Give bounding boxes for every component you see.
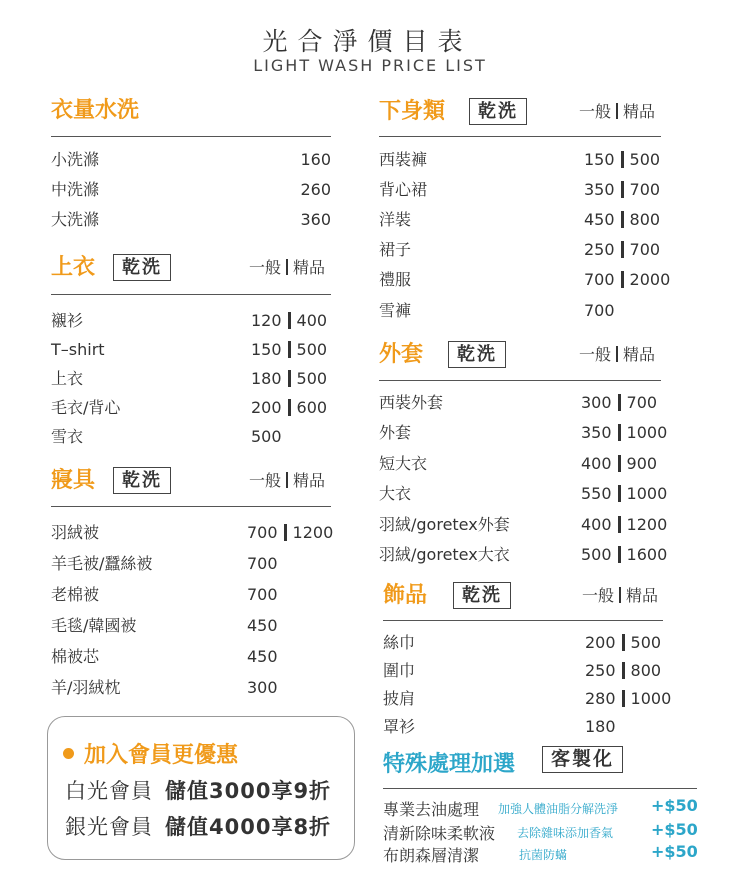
premium-price: 900 (626, 454, 658, 473)
item-name: 毛毯/韓國被 (51, 616, 137, 635)
regular-price: 500 (581, 545, 612, 564)
regular-price: 350 (581, 423, 612, 442)
regular-label: 一般 (582, 586, 615, 605)
column-header (579, 345, 655, 365)
premium-price: 600 (296, 398, 328, 417)
premium-label: 精品 (293, 258, 326, 277)
premium-price: 500 (630, 633, 662, 652)
dry-clean-tag: 乾洗 (113, 254, 171, 281)
divider (618, 424, 621, 441)
item-name: 羽絨/goretex外套 (379, 515, 510, 534)
item-price (581, 545, 667, 565)
item-price (584, 180, 660, 200)
tier-offer: 儲值3000享9折 (165, 779, 332, 803)
divider (379, 380, 661, 381)
divider (621, 241, 624, 258)
tier-offer: 儲值4000享8折 (165, 815, 332, 839)
column-header (249, 258, 325, 278)
item-name: 西裝外套 (379, 393, 444, 412)
premium-price: 500 (296, 369, 328, 388)
regular-label: 一般 (579, 102, 612, 121)
divider (616, 103, 618, 119)
item-price (585, 689, 671, 709)
premium-price: 1000 (626, 423, 668, 442)
item-name: 外套 (379, 423, 412, 442)
section-title-accessories: 飾品 (383, 583, 428, 608)
tier-name: 白光會員 (65, 779, 153, 803)
special-item-price: +$50 (651, 820, 698, 839)
special-item-name: 專業去油處理 (383, 800, 480, 819)
premium-price: 700 (626, 393, 658, 412)
item-name: 羽絨被 (51, 523, 100, 542)
item-price (581, 423, 667, 443)
item-price: 360 (300, 210, 331, 229)
regular-label: 一般 (249, 471, 282, 490)
regular-price: 200 (251, 398, 282, 417)
regular-price: 250 (585, 661, 616, 680)
membership-title (63, 738, 238, 769)
item-price (251, 340, 327, 360)
page-title: 光合淨價目表 (262, 27, 473, 56)
item-name: 棉被芯 (51, 647, 100, 666)
item-price: 700 (247, 554, 278, 573)
dry-clean-tag: 乾洗 (453, 582, 511, 609)
divider (621, 211, 624, 228)
item-price (581, 484, 667, 504)
item-name: 短大衣 (379, 454, 428, 473)
item-name: 上衣 (51, 369, 84, 388)
premium-price: 2000 (629, 270, 671, 289)
item-name: 絲巾 (383, 633, 416, 652)
special-item-note: 抗菌防蟎 (519, 848, 568, 862)
membership-tier (65, 775, 331, 805)
item-price (585, 661, 661, 681)
item-price (584, 270, 670, 290)
divider (288, 312, 291, 329)
divider (621, 271, 624, 288)
section-title-special: 特殊處理加選 (383, 752, 516, 777)
item-name: 西裝褲 (379, 150, 428, 169)
membership-title-text: 加入會員更優惠 (84, 743, 239, 768)
item-price (584, 210, 660, 230)
item-price (247, 523, 333, 543)
custom-tag: 客製化 (542, 746, 623, 773)
item-name: 雪衣 (51, 427, 84, 446)
item-name: 背心裙 (379, 180, 428, 199)
dry-clean-tag: 乾洗 (448, 341, 506, 368)
item-name: 洋裝 (379, 210, 412, 229)
regular-price: 700 (584, 270, 615, 289)
premium-label: 精品 (293, 471, 326, 490)
divider (618, 485, 621, 502)
section-title-bottoms: 下身類 (379, 99, 446, 124)
divider (622, 662, 625, 679)
bullet-dot-icon (63, 748, 74, 759)
item-price: 450 (247, 616, 278, 635)
regular-label: 一般 (249, 258, 282, 277)
divider (619, 587, 621, 603)
item-price (581, 393, 657, 413)
item-price: 450 (247, 647, 278, 666)
tier-name: 銀光會員 (65, 815, 153, 839)
item-name: 小洗滌 (51, 150, 100, 169)
item-price (251, 398, 327, 418)
item-name: 大洗滌 (51, 210, 100, 229)
divider (284, 524, 287, 541)
column-header (249, 471, 325, 491)
special-item-price: +$50 (651, 796, 698, 815)
item-name: 羽絨/goretex大衣 (379, 545, 510, 564)
regular-price: 700 (247, 523, 278, 542)
divider (618, 394, 621, 411)
divider (51, 506, 331, 507)
regular-price: 200 (585, 633, 616, 652)
item-price (585, 633, 661, 653)
special-item-price: +$50 (651, 842, 698, 861)
regular-price: 180 (251, 369, 282, 388)
premium-price: 500 (296, 340, 328, 359)
item-price: 260 (300, 180, 331, 199)
item-name: 羊/羽絨枕 (51, 678, 121, 697)
divider (51, 136, 331, 137)
divider (383, 620, 663, 621)
item-price (581, 454, 657, 474)
item-name: 雪褲 (379, 301, 412, 320)
section-title-water-wash: 衣量水洗 (51, 98, 140, 123)
special-item-note: 加強人體油脂分解洗淨 (498, 802, 619, 816)
dry-clean-tag: 乾洗 (469, 98, 527, 125)
membership-tier (65, 811, 331, 841)
item-name: 老棉被 (51, 585, 100, 604)
divider (286, 472, 288, 488)
item-price (584, 240, 660, 260)
divider (622, 634, 625, 651)
item-name: 裙子 (379, 240, 412, 259)
special-item-note: 去除雜味添加香氣 (517, 826, 614, 840)
regular-price: 550 (581, 484, 612, 503)
premium-price: 800 (629, 210, 661, 229)
special-item-name: 清新除味柔軟液 (383, 824, 496, 843)
column-header (582, 586, 658, 606)
premium-price: 1200 (626, 515, 668, 534)
regular-price: 250 (584, 240, 615, 259)
column-header (579, 102, 655, 122)
section-title-outerwear: 外套 (379, 342, 424, 367)
regular-price: 400 (581, 515, 612, 534)
item-name: 披肩 (383, 689, 416, 708)
item-price (584, 150, 660, 170)
divider (288, 341, 291, 358)
item-price: 180 (585, 717, 616, 736)
divider (618, 516, 621, 533)
item-price: 300 (247, 678, 278, 697)
premium-price: 500 (629, 150, 661, 169)
item-price (251, 311, 327, 331)
item-name: 中洗滌 (51, 180, 100, 199)
item-name: 襯衫 (51, 311, 84, 330)
divider (621, 181, 624, 198)
premium-price: 400 (296, 311, 328, 330)
premium-label: 精品 (623, 345, 656, 364)
premium-price: 1200 (292, 523, 334, 542)
divider (621, 151, 624, 168)
premium-label: 精品 (623, 102, 656, 121)
item-name: 毛衣/背心 (51, 398, 121, 417)
divider (383, 788, 697, 789)
item-name: T–shirt (51, 340, 105, 359)
section-title-tops: 上衣 (51, 255, 96, 280)
premium-price: 1000 (626, 484, 668, 503)
item-name: 罩衫 (383, 717, 416, 736)
premium-label: 精品 (626, 586, 659, 605)
item-name: 禮服 (379, 270, 412, 289)
item-name: 大衣 (379, 484, 412, 503)
item-name: 圍巾 (383, 661, 416, 680)
divider (288, 370, 291, 387)
regular-price: 350 (584, 180, 615, 199)
regular-label: 一般 (579, 345, 612, 364)
page-subtitle: LIGHT WASH PRICE LIST (253, 56, 487, 75)
premium-price: 800 (630, 661, 662, 680)
dry-clean-tag: 乾洗 (113, 467, 171, 494)
item-price: 500 (251, 427, 282, 446)
premium-price: 700 (629, 240, 661, 259)
premium-price: 1600 (626, 545, 668, 564)
divider (51, 294, 331, 295)
divider (618, 455, 621, 472)
item-price (581, 515, 667, 535)
regular-price: 120 (251, 311, 282, 330)
divider (618, 546, 621, 563)
regular-price: 300 (581, 393, 612, 412)
divider (288, 399, 291, 416)
regular-price: 150 (584, 150, 615, 169)
item-price: 160 (300, 150, 331, 169)
item-price: 700 (247, 585, 278, 604)
premium-price: 1000 (630, 689, 672, 708)
section-title-bedding: 寢具 (51, 468, 96, 493)
special-item-name: 布朗森層清潔 (383, 846, 480, 865)
item-price (251, 369, 327, 389)
divider (379, 136, 661, 137)
divider (622, 690, 625, 707)
divider (286, 259, 288, 275)
regular-price: 280 (585, 689, 616, 708)
regular-price: 400 (581, 454, 612, 473)
regular-price: 150 (251, 340, 282, 359)
regular-price: 450 (584, 210, 615, 229)
divider (616, 346, 618, 362)
item-name: 羊毛被/蠶絲被 (51, 554, 153, 573)
premium-price: 700 (629, 180, 661, 199)
item-price: 700 (584, 301, 615, 320)
